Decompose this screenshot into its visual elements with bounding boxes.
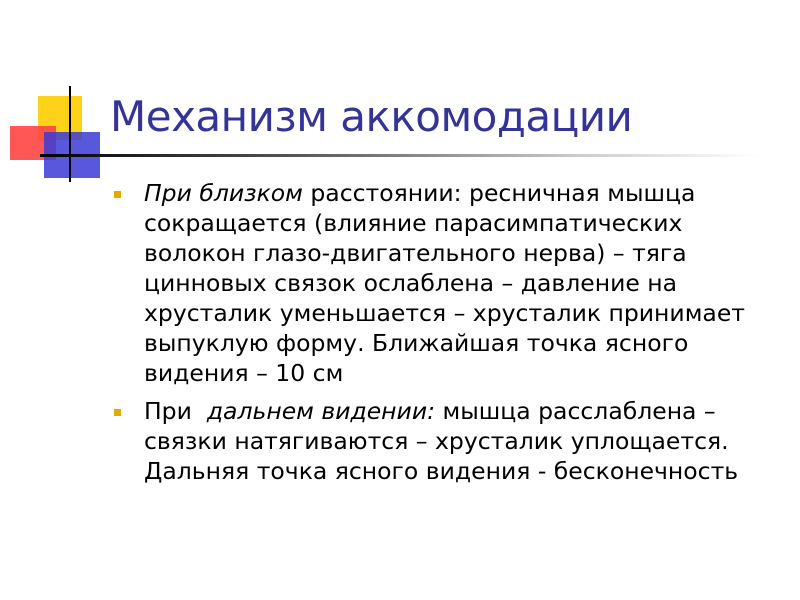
bullet-text: расстоянии: ресничная мышца сокращается (влияние парасимпатических волокон глазо-двигательного нерва) – тяга цинновых связок ослаблена – давление на хрусталик уменьшается – хрусталик принимает выпуклую форму. Ближайшая точка ясного видения – 10 см	[144, 179, 745, 387]
bullet-item-far-vision	[110, 396, 790, 486]
bullet-list	[110, 178, 790, 494]
title-decoration	[0, 0, 120, 200]
slide-title: Механизм аккомодации	[110, 92, 633, 141]
bullet-prefix: При	[144, 397, 207, 425]
bullet-italic-phrase: дальнем видении:	[206, 397, 436, 425]
bullet-italic-phrase: При близком	[144, 179, 303, 207]
bullet-item-near-vision	[110, 178, 790, 388]
bullet-text: мышца расслаблена – связки натягиваются – хрусталик уплощается. Дальняя точка ясного видения - бесконечность	[144, 397, 739, 485]
title-underline	[40, 154, 760, 157]
bullet-square-icon	[114, 409, 121, 416]
bullet-square-icon	[114, 191, 121, 198]
